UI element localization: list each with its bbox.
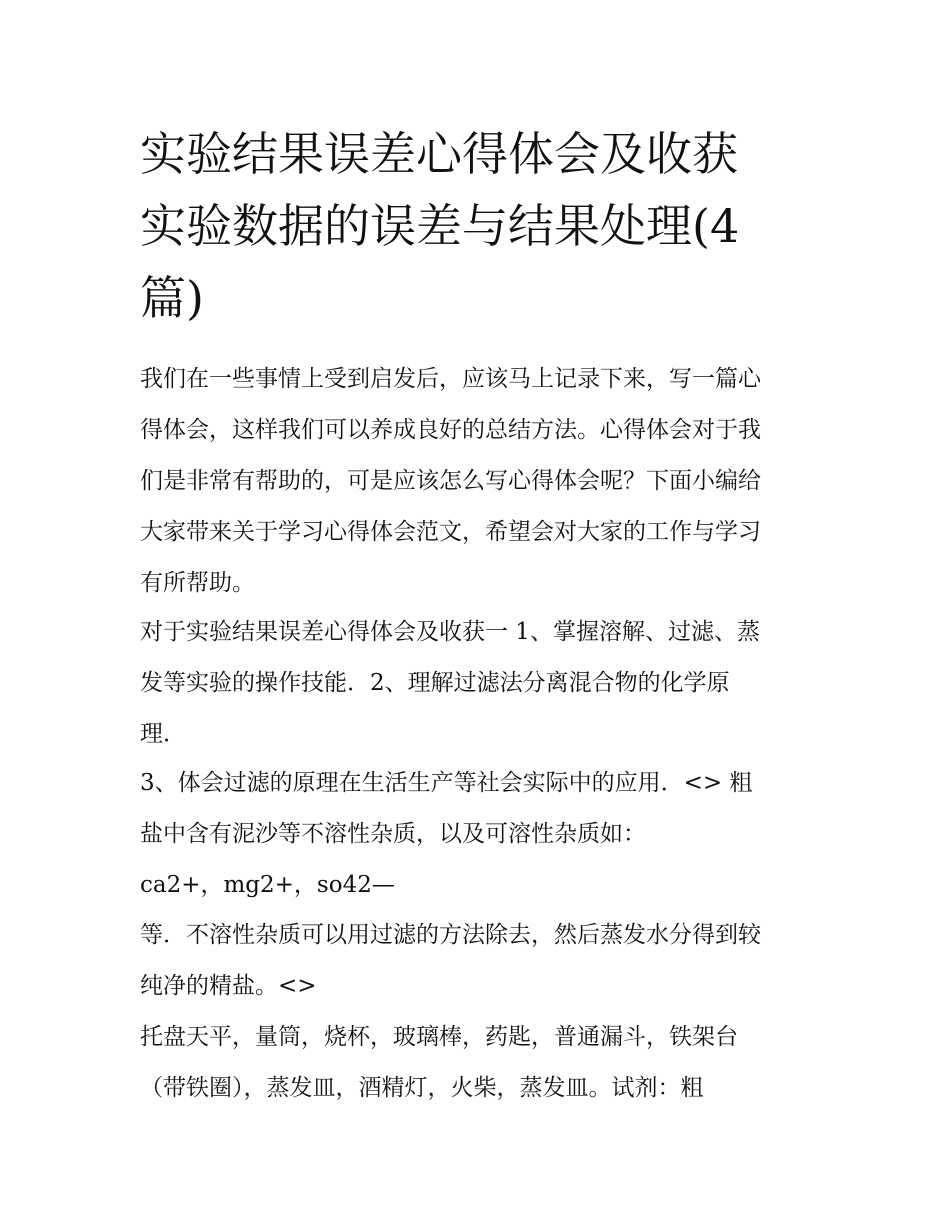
text-line: 得体会，这样我们可以养成良好的总结方法。心得体会对于我 xyxy=(140,417,761,443)
text-line: 对于实验结果误差心得体会及收获一 1、掌握溶解、过滤、蒸 xyxy=(140,619,760,645)
document-title xyxy=(140,118,820,334)
intro-paragraph xyxy=(140,354,820,609)
text-line: 理． xyxy=(140,721,186,747)
text-line: 等．不溶性杂质可以用过滤的方法除去，然后蒸发水分得到较 xyxy=(140,922,761,948)
text-line: （带铁圈），蒸发皿，酒精灯，火柴，蒸发皿。试剂：粗 xyxy=(140,1075,704,1101)
title-line-2: 实验数据的误差与结果处理(4 xyxy=(140,199,740,253)
text-line: 托盘天平，量筒，烧杯，玻璃棒，药匙，普通漏斗，铁架台 xyxy=(140,1024,738,1050)
text-line: 3、体会过滤的原理在生活生产等社会实际中的应用．<> 粗 xyxy=(140,770,753,796)
purification-paragraph xyxy=(140,910,820,1012)
text-line: 我们在一些事情上受到启发后，应该马上记录下来，写一篇心 xyxy=(140,366,761,392)
text-line: 发等实验的操作技能．2、理解过滤法分离混合物的化学原 xyxy=(140,670,730,696)
title-line-1: 实验结果误差心得体会及收获 xyxy=(140,127,738,181)
text-line: 有所帮助。 xyxy=(140,570,255,596)
text-line: ca2+，mg2+，so42— xyxy=(140,872,395,898)
text-line: 大家带来关于学习心得体会范文，希望会对大家的工作与学习 xyxy=(140,519,761,545)
objectives-paragraph xyxy=(140,607,820,760)
text-line: 们是非常有帮助的，可是应该怎么写心得体会呢？下面小编给 xyxy=(140,468,761,494)
text-line: 纯净的精盐。<> xyxy=(140,973,317,999)
title-line-3: 篇) xyxy=(140,271,204,325)
principle-paragraph xyxy=(140,758,820,911)
equipment-paragraph xyxy=(140,1012,820,1114)
text-line: 盐中含有泥沙等不溶性杂质，以及可溶性杂质如： xyxy=(140,821,646,847)
